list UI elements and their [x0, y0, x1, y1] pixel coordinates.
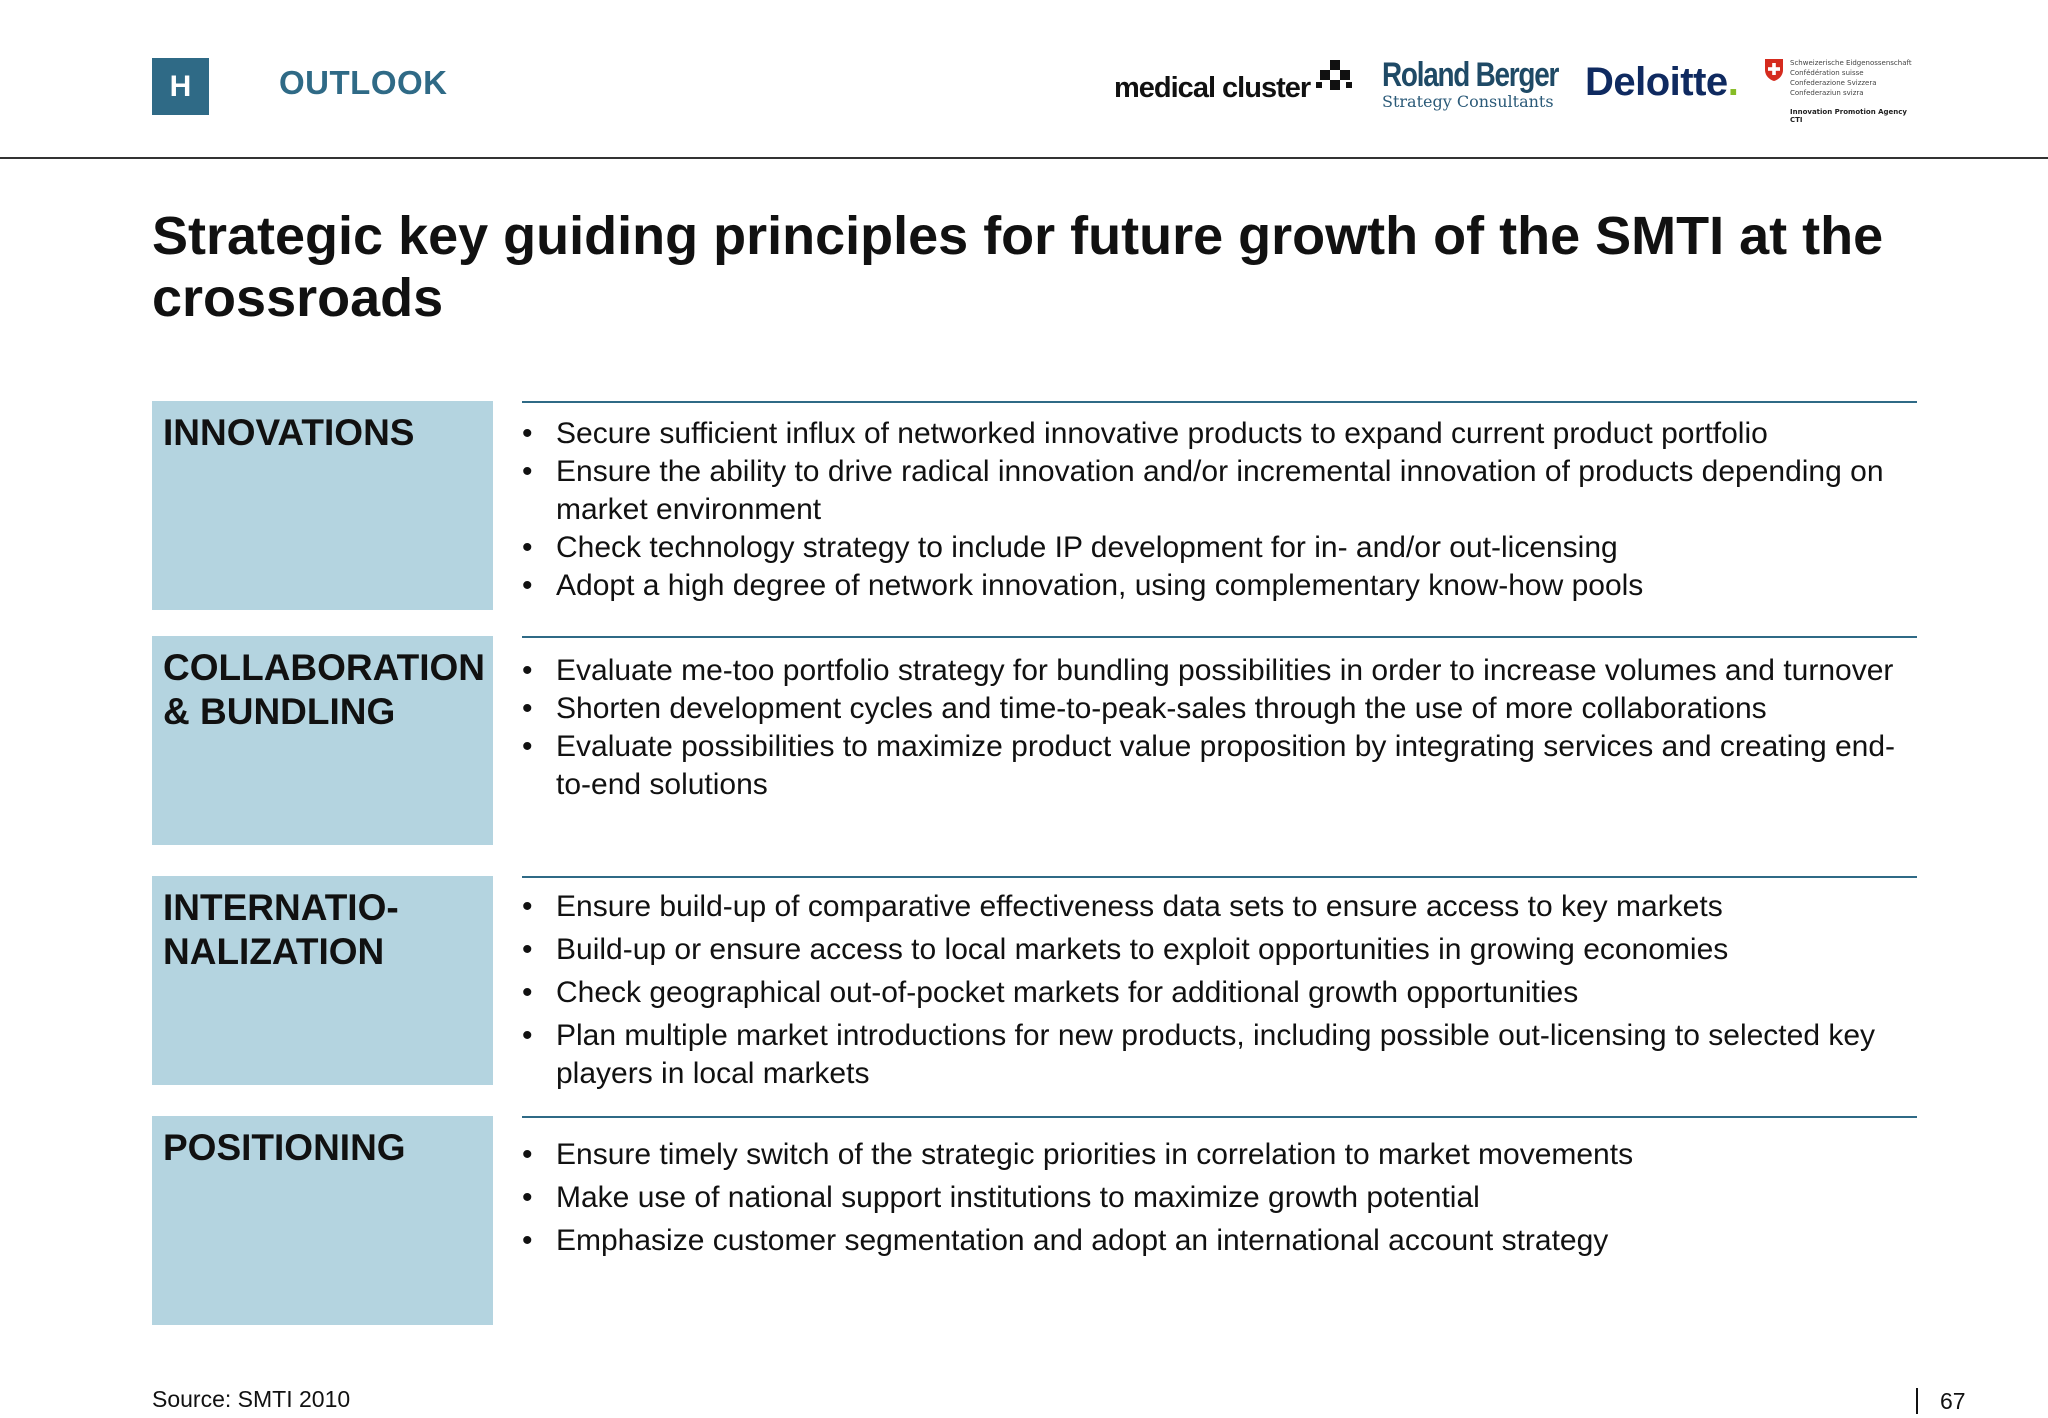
- row-label: POSITIONING: [163, 1127, 406, 1168]
- source-note: Source: SMTI 2010: [152, 1386, 351, 1412]
- row-label-box: [152, 876, 493, 1085]
- bullet-list: [520, 652, 1920, 804]
- cti-line: Confédération suisse: [1790, 69, 1864, 77]
- list-item: • Emphasize customer segmentation and adopt an international account strategy: [520, 1222, 1920, 1260]
- list-item: • Shorten development cycles and time-to-peak-sales through the use of more collaborations: [520, 690, 1920, 728]
- row-divider: [522, 876, 1917, 878]
- medical-cluster-mark-icon: [1316, 60, 1356, 96]
- cti-logo: [1760, 54, 1920, 124]
- row-label-box: [152, 1116, 493, 1325]
- list-item: • Build-up or ensure access to local markets to exploit opportunities in growing economies: [520, 931, 1920, 969]
- deloitte-dot: .: [1727, 60, 1739, 104]
- cti-line: Confederaziun svizra: [1790, 89, 1864, 97]
- partner-logos: [1110, 52, 1930, 122]
- cti-line: Confederazione Svizzera: [1790, 79, 1877, 87]
- section-title: OUTLOOK: [279, 64, 448, 101]
- deloitte-wordmark: Deloitte: [1585, 60, 1728, 104]
- row-label: INNOVATIONS: [163, 412, 415, 453]
- deloitte-logo: [1585, 60, 1738, 105]
- cti-agency-name: Innovation Promotion Agency CTI: [1790, 108, 1907, 124]
- list-item: • Ensure build-up of comparative effectiveness data sets to ensure access to key markets: [520, 888, 1920, 926]
- list-item: • Make use of national support institutions to maximize growth potential: [520, 1179, 1920, 1217]
- list-item: • Evaluate me-too portfolio strategy for bundling possibilities in order to increase volumes and turnover: [520, 652, 1920, 690]
- row-label-box: [152, 401, 493, 610]
- list-item: • Adopt a high degree of network innovation, using complementary know-how pools: [520, 567, 1920, 605]
- list-item: • Evaluate possibilities to maximize product value proposition by integrating services and creating end-to-end solutions: [520, 728, 1920, 804]
- bullet-list: [520, 415, 1920, 605]
- swiss-cross-shield-icon: [1764, 58, 1784, 82]
- roland-berger-subtitle: Strategy Consultants: [1382, 92, 1554, 111]
- bullet-list: [520, 1136, 1920, 1265]
- cti-confederation-text: [1790, 58, 1912, 98]
- section-badge: H: [152, 58, 209, 115]
- header-divider: [0, 157, 2048, 159]
- list-item: • Check technology strategy to include IP development for in- and/or out-licensing: [520, 529, 1920, 567]
- list-item: • Plan multiple market introductions for new products, including possible out-licensing to selected key players in local markets: [520, 1017, 1920, 1093]
- row-label-box: [152, 636, 493, 845]
- page-title: Strategic key guiding principles for future growth of the SMTI at the crossroads: [152, 206, 1884, 328]
- page-number: 67: [1940, 1388, 1966, 1414]
- list-item: • Secure sufficient influx of networked innovative products to expand current product portfolio: [520, 415, 1920, 453]
- row-label: INTERNATIO-NALIZATION: [163, 887, 399, 972]
- roland-berger-name: Roland Berger: [1382, 56, 1559, 94]
- row-divider: [522, 401, 1917, 403]
- list-item: • Check geographical out-of-pocket markets for additional growth opportunities: [520, 974, 1920, 1012]
- cti-line: Schweizerische Eidgenossenschaft: [1790, 59, 1912, 67]
- bullet-list: [520, 888, 1920, 1098]
- list-item: • Ensure timely switch of the strategic priorities in correlation to market movements: [520, 1136, 1920, 1174]
- row-label: COLLABORATION & BUNDLING: [163, 647, 485, 732]
- roland-berger-logo: [1382, 58, 1597, 110]
- medical-cluster-logo: medical cluster: [1114, 72, 1311, 104]
- page-number-separator: [1916, 1388, 1918, 1414]
- row-divider: [522, 636, 1917, 638]
- list-item: • Ensure the ability to drive radical innovation and/or incremental innovation of products depending on market environment: [520, 453, 1920, 529]
- row-divider: [522, 1116, 1917, 1118]
